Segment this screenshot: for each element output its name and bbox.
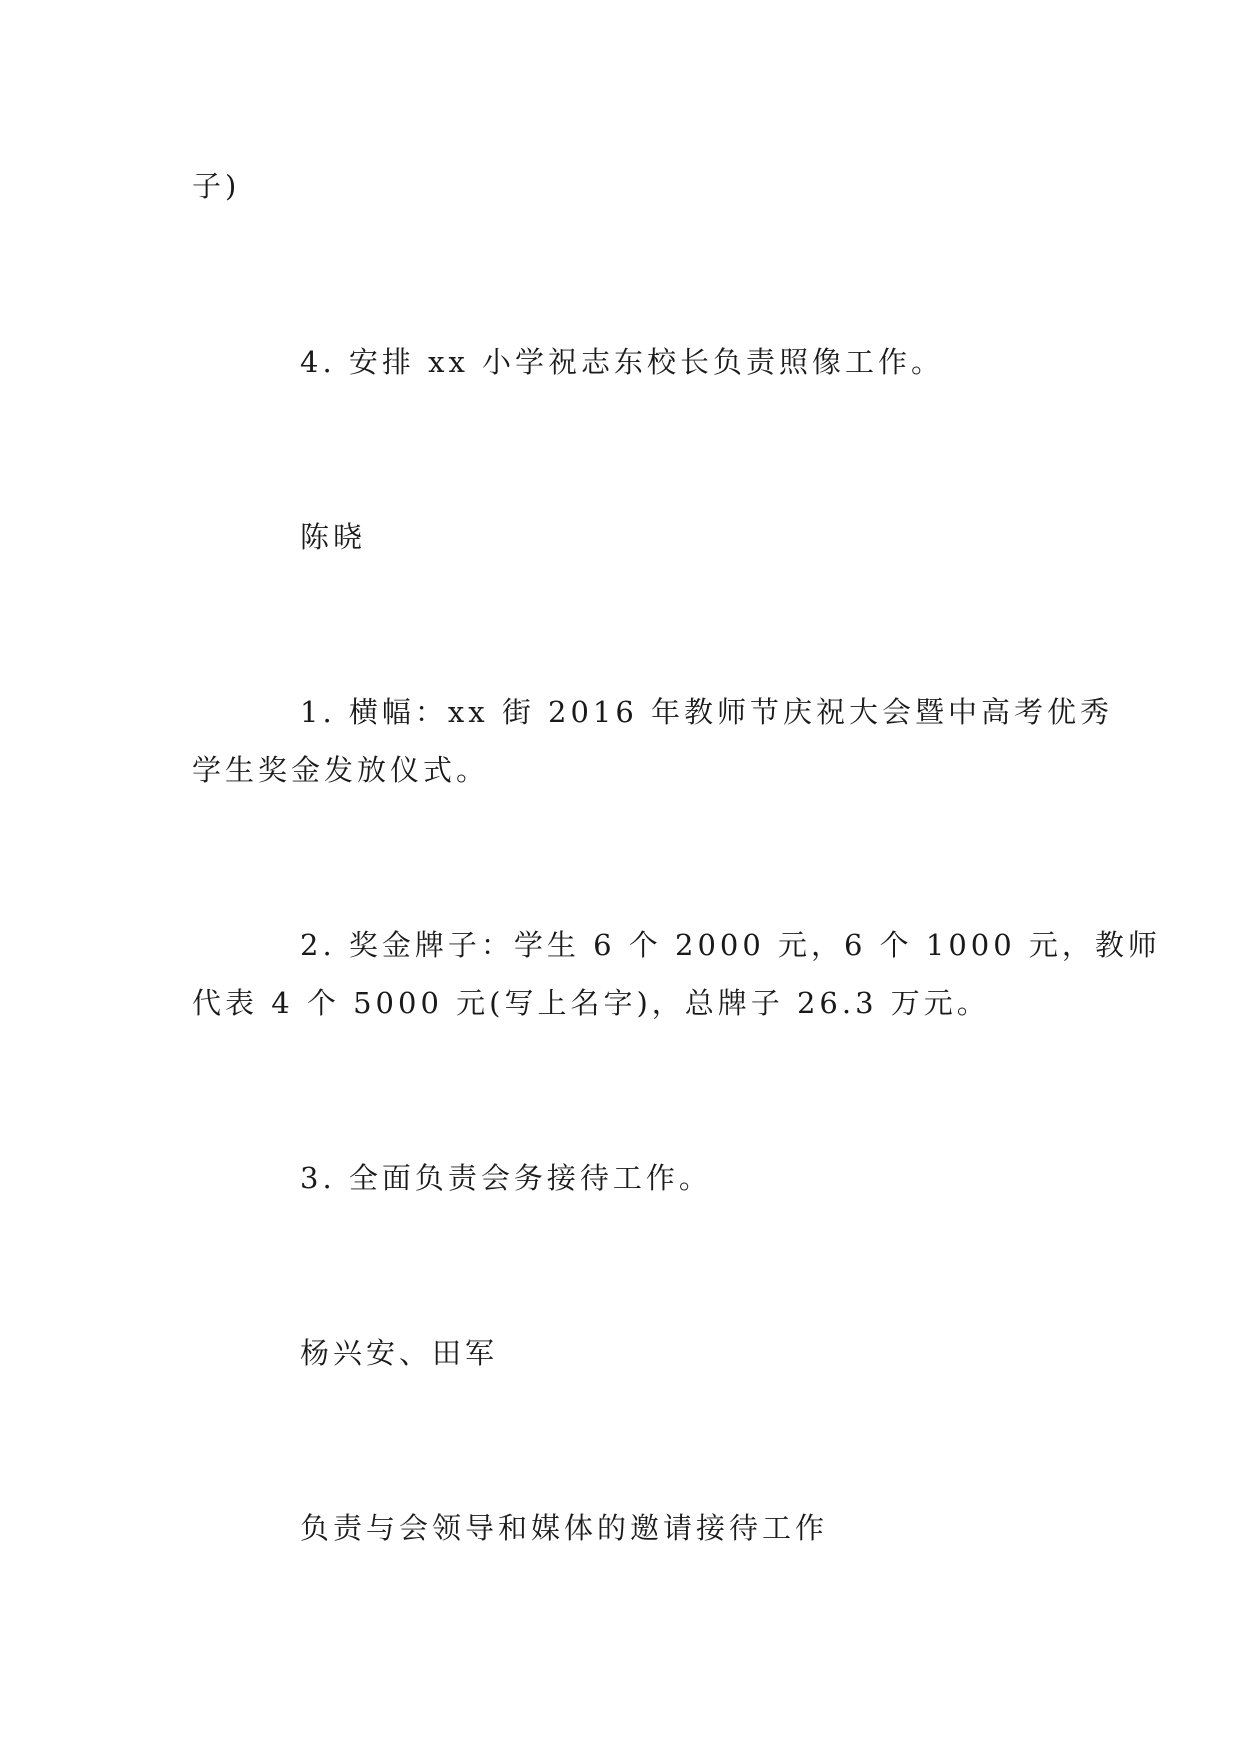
paragraph-item-3: 3. 全面负责会务接待工作。	[300, 1161, 712, 1195]
person-names-heading: 杨兴安、田军	[300, 1336, 499, 1370]
paragraph-item-2-line-1: 2. 奖金牌子：学生 6 个 2000 元，6 个 1000 元，教师	[300, 928, 1161, 962]
paragraph-item-1-line-1: 1. 横幅：xx 街 2016 年教师节庆祝大会暨中高考优秀	[300, 695, 1114, 729]
person-name-heading: 陈晓	[300, 520, 367, 554]
paragraph-item-2-line-2: 代表 4 个 5000 元(写上名字)，总牌子 26.3 万元。	[192, 986, 990, 1020]
paragraph-item-4: 4. 安排 xx 小学祝志东校长负责照像工作。	[300, 345, 945, 379]
paragraph-continuation: 子)	[192, 169, 241, 203]
paragraph-responsibility: 负责与会领导和媒体的邀请接待工作	[300, 1511, 829, 1545]
paragraph-item-1-line-2: 学生奖金发放仪式。	[192, 753, 490, 787]
